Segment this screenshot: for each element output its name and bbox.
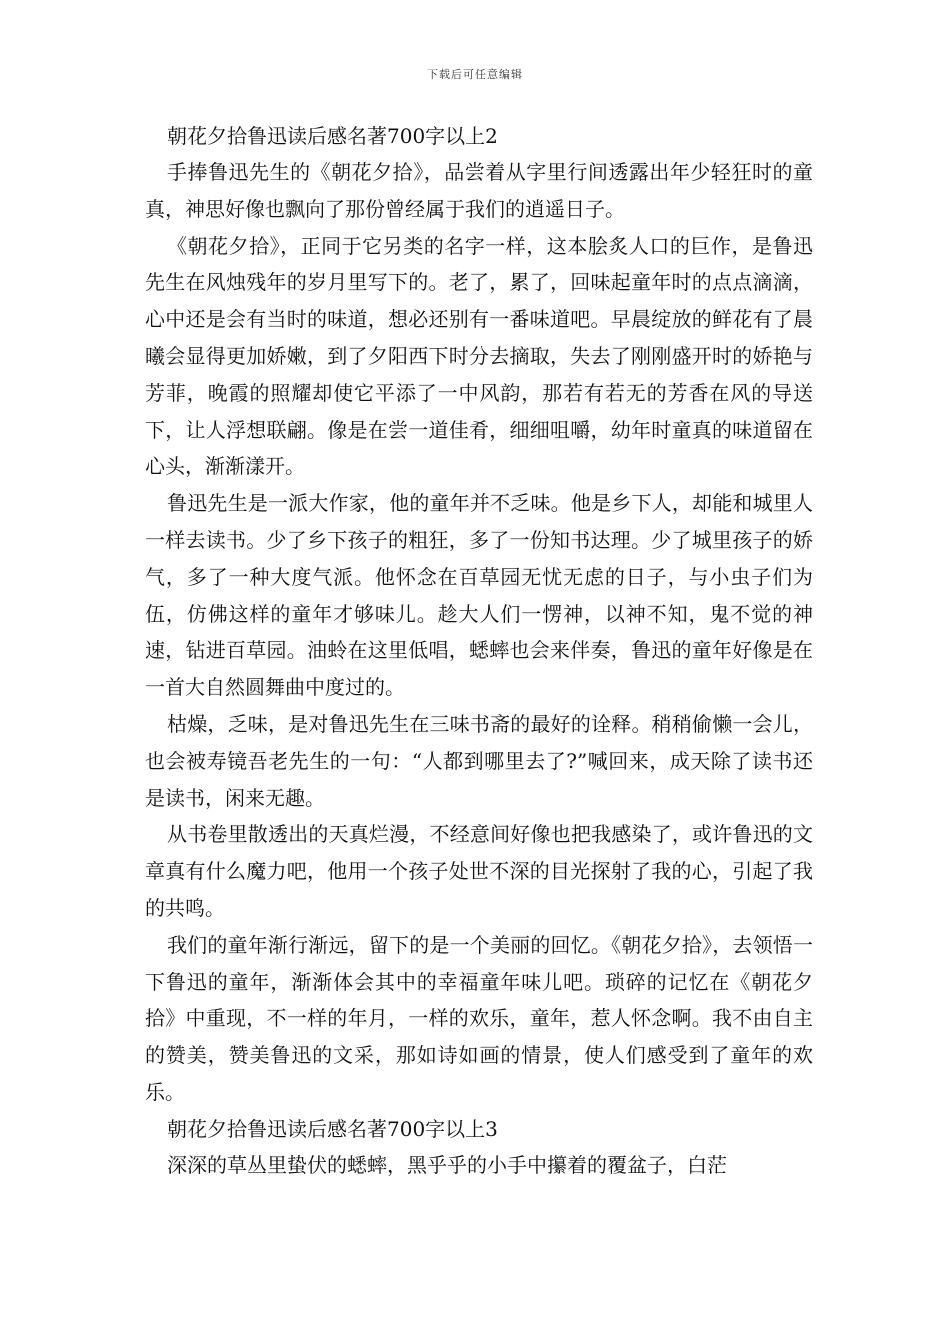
paragraph-1: 手捧鲁迅先生的《朝花夕拾》，品尝着从字里行间透露出年少轻狂时的童真，神思好像也飘向了那份曾经属于我们的逍遥日子。 <box>145 160 813 221</box>
paragraph-3: 鲁迅先生是一派大作家，他的童年并不乏味。他是乡下人，却能和城里人一样去读书。少了乡下孩子的粗狂，多了一份知书达理。少了城里孩子的娇气，多了一种大度气派。他怀念在百草园无忧无虑的日子，与小虫子们为伍，仿佛这样的童年才够味儿。趁大人们一愣神，以神不知，鬼不觉的神速，钻进百草园。油蛉在这里低唱，蟋蟀也会来伴奏，鲁迅的童年好像是在一首大自然圆舞曲中度过的。 <box>145 491 813 700</box>
document-body <box>145 118 813 1184</box>
paragraph-7: 深深的草丛里蛰伏的蟋蟀，黑乎乎的小手中攥着的覆盆子，白茫 <box>167 1152 727 1177</box>
paragraph-5: 从书卷里散透出的天真烂漫，不经意间好像也把我感染了，或许鲁迅的文章真有什么魔力吧，他用一个孩子处世不深的目光探射了我的心，引起了我的共鸣。 <box>145 822 813 920</box>
section-heading-3: 朝花夕拾鲁迅读后感名著700字以上3 <box>167 1116 498 1141</box>
section-heading-2: 朝花夕拾鲁迅读后感名著700字以上2 <box>167 124 498 148</box>
paragraph-6: 我们的童年渐行渐远，留下的是一个美丽的回忆。《朝花夕拾》，去领悟一下鲁迅的童年，渐渐体会其中的幸福童年味儿吧。琐碎的记忆在《朝花夕拾》中重现，不一样的年月，一样的欢乐，童年，惹人怀念啊。我不由自主的赞美，赞美鲁迅的文采，那如诗如画的情景，使人们感受到了童年的欢乐。 <box>145 932 813 1104</box>
page-header-note: 下载后可任意编辑 <box>427 68 523 81</box>
paragraph-2: 《朝花夕拾》，正同于它另类的名字一样，这本脍炙人口的巨作，是鲁迅先生在风烛残年的岁月里写下的。老了，累了，回味起童年时的点点滴滴，心中还是会有当时的味道，想必还别有一番味道吧。早晨绽放的鲜花有了晨曦会显得更加娇嫩，到了夕阳西下时分去摘取，失去了刚刚盛开时的娇艳与芳菲，晚霞的照耀却使它平添了一中风韵，那若有若无的芳香在风的导送下，让人浮想联翩。像是在尝一道佳肴，细细咀嚼，幼年时童真的味道留在心头，渐渐漾开。 <box>145 233 813 479</box>
paragraph-4: 枯燥，乏味，是对鲁迅先生在三味书斋的最好的诠释。稍稍偷懒一会儿，也会被寿镜吾老先生的一句：“人都到哪里去了?”喊回来，成天除了读书还是读书，闲来无趣。 <box>145 711 813 810</box>
